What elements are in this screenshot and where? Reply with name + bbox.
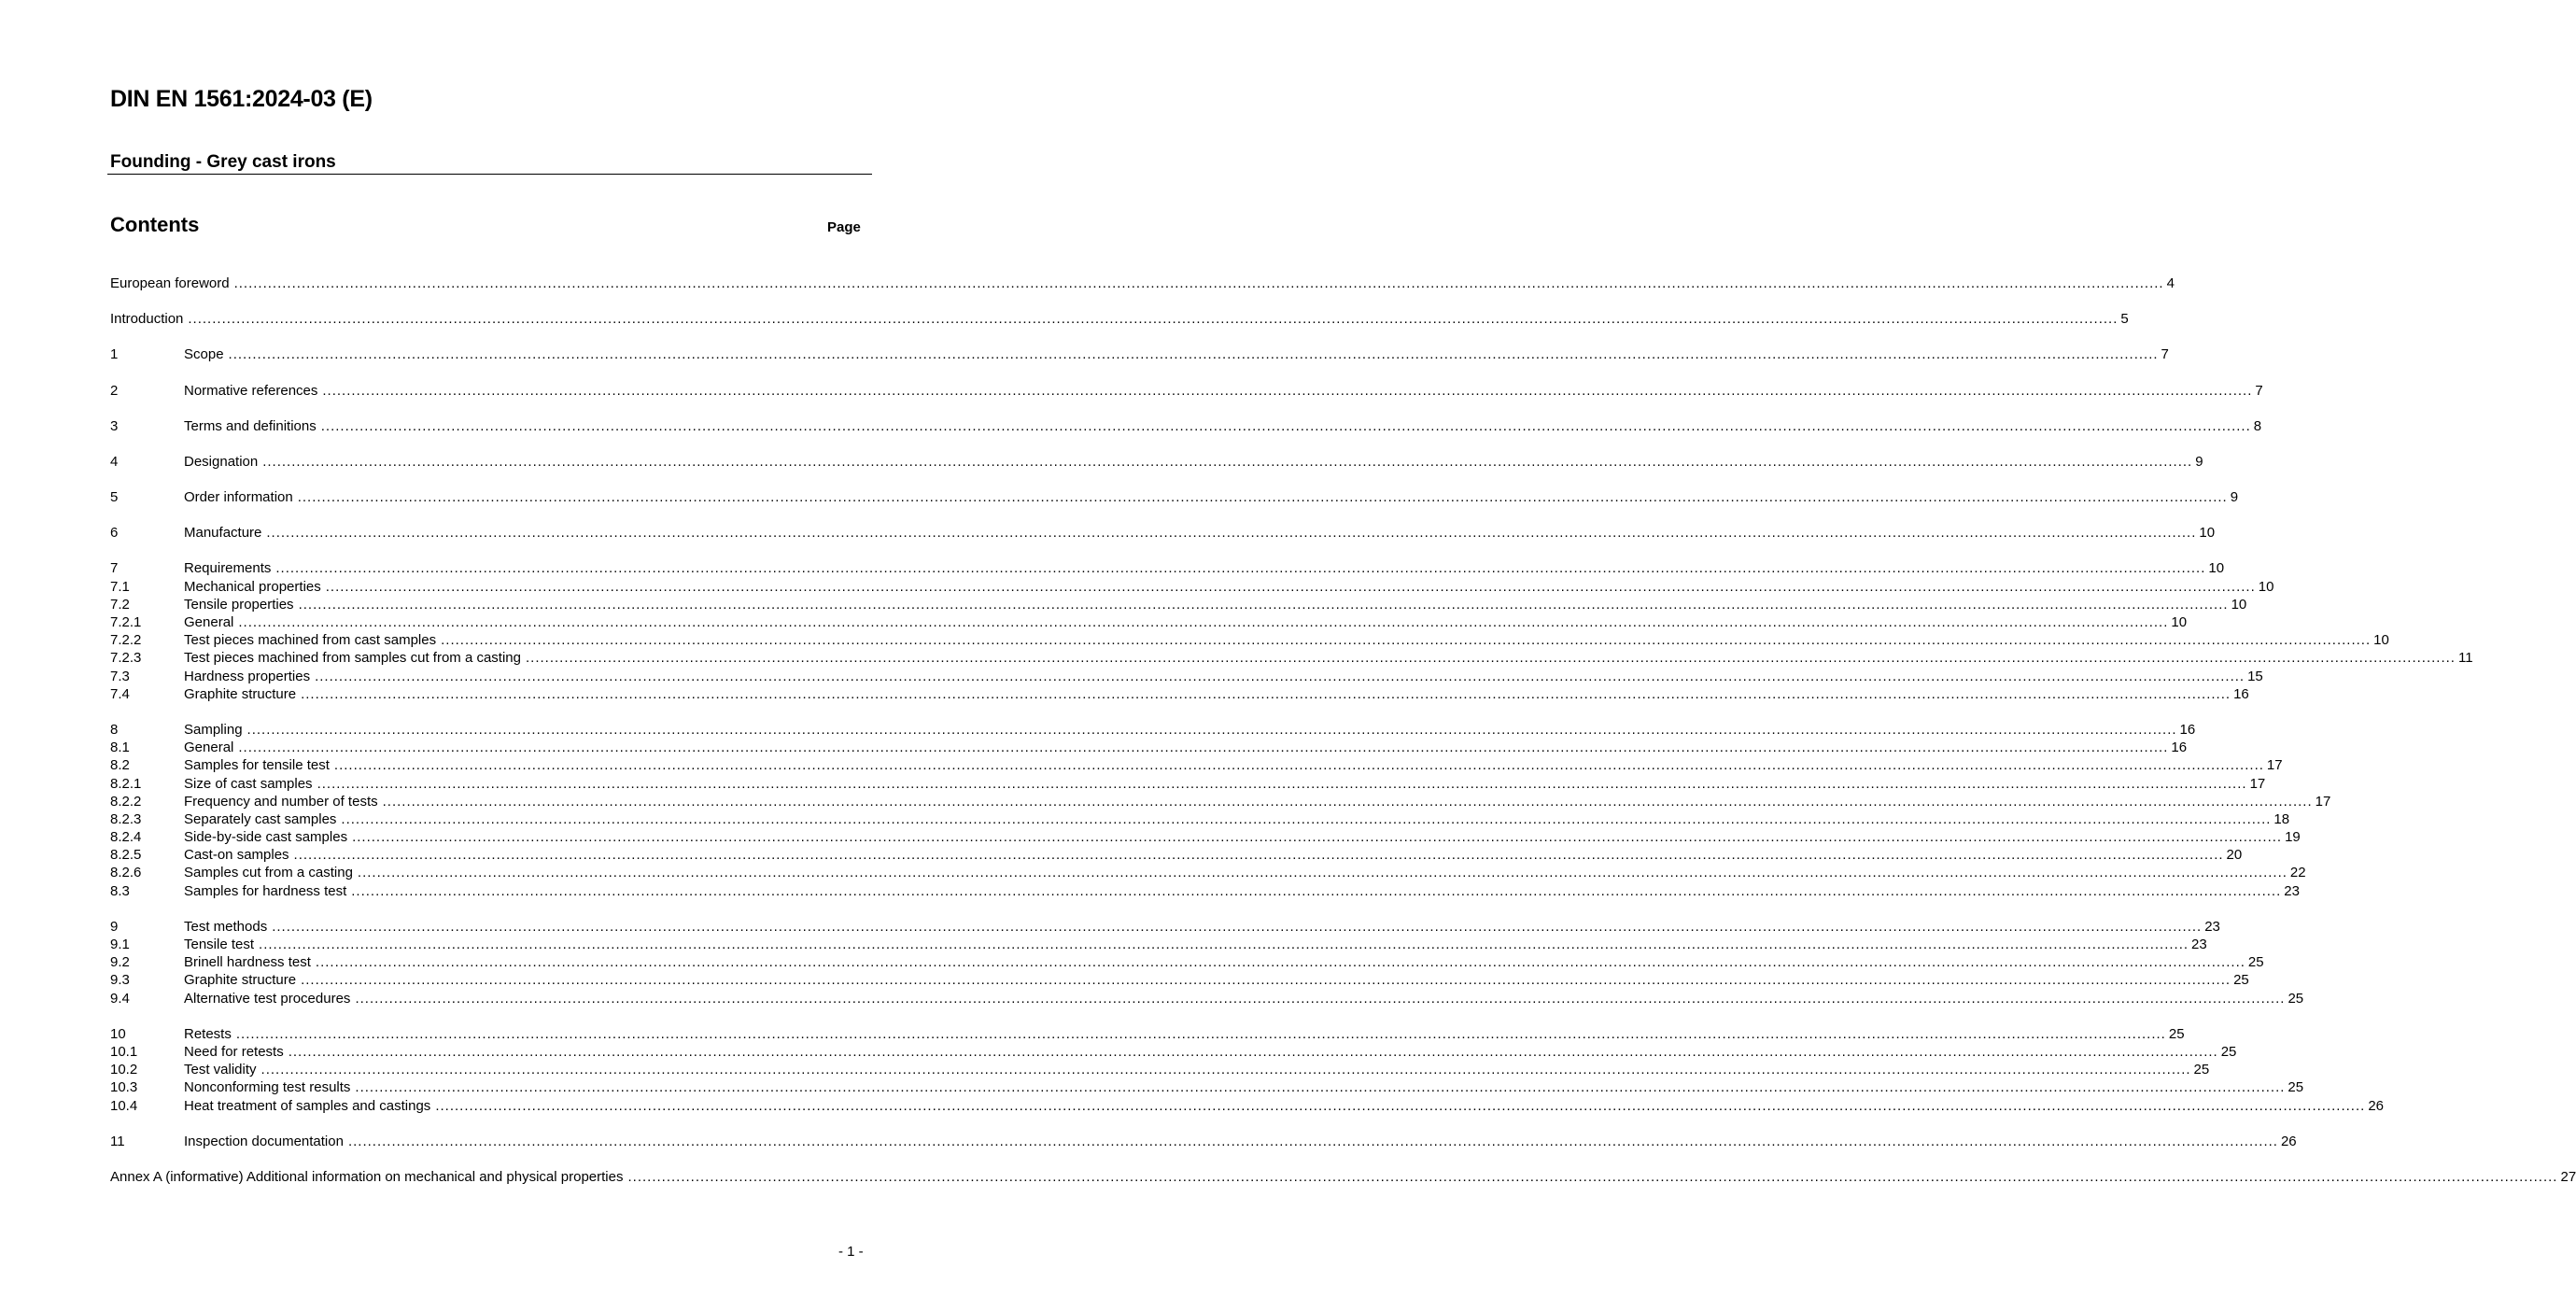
toc-entry-label: Samples cut from a casting	[184, 865, 353, 881]
toc-entry[interactable]	[110, 578, 2274, 596]
toc-leader-dots: ................................................................................................................................................................................................................................................................................................................................................................................................................	[333, 757, 2264, 774]
toc-entry-label: Annex A (informative) Additional information on mechanical and physical properties	[110, 1168, 624, 1185]
toc-entry-label: General	[184, 614, 234, 631]
toc-entry-label: Hardness properties	[184, 668, 311, 684]
toc-entry-number: 7.2.1	[110, 614, 142, 631]
toc-entry-label: Test pieces machined from samples cut from a casting	[184, 650, 521, 667]
page-column-heading: Page	[827, 219, 861, 235]
toc-leader-dots: ................................................................................................................................................................................................................................................................................................................................................................................................................	[352, 829, 2283, 846]
toc-entry-number: 8.2.4	[110, 829, 142, 846]
toc-leader-dots: ................................................................................................................................................................................................................................................................................................................................................................................................................	[322, 382, 2253, 399]
toc-leader-dots: ................................................................................................................................................................................................................................................................................................................................................................................................................	[188, 311, 2119, 328]
toc-entry[interactable]	[110, 1133, 2297, 1150]
toc-entry[interactable]	[110, 631, 2389, 649]
toc-entry-label: Test validity	[184, 1062, 257, 1078]
toc-entry-page: 23	[2191, 937, 2207, 953]
toc-entry[interactable]	[110, 846, 2243, 864]
toc-leader-dots: ................................................................................................................................................................................................................................................................................................................................................................................................................	[266, 525, 2197, 542]
toc-entry-number: 8.2.6	[110, 865, 142, 881]
toc-entry[interactable]	[110, 918, 2220, 936]
toc-leader-dots: ................................................................................................................................................................................................................................................................................................................................................................................................................	[259, 937, 2189, 953]
toc-entry-page: 25	[2193, 1062, 2210, 1078]
toc-entry-number: 8	[110, 721, 119, 738]
toc-entry[interactable]	[110, 721, 2196, 739]
toc-entry-label: Tensile properties	[184, 596, 294, 613]
toc-entry-page: 18	[2273, 810, 2290, 827]
toc-leader-dots: ................................................................................................................................................................................................................................................................................................................................................................................................................	[260, 1062, 2191, 1078]
toc-leader-dots: ................................................................................................................................................................................................................................................................................................................................................................................................................	[347, 1133, 2278, 1149]
toc-entry-label: Samples for tensile test	[184, 757, 330, 774]
toc-entry[interactable]	[110, 668, 2263, 685]
toc-entry[interactable]	[110, 865, 2306, 882]
toc-entry-label: Brinell hardness test	[184, 954, 311, 971]
toc-entry-number: 8.2.3	[110, 810, 142, 827]
toc-entry-number: 7.2.3	[110, 650, 142, 667]
toc-entry-page: 16	[2233, 685, 2249, 702]
toc-leader-dots: ................................................................................................................................................................................................................................................................................................................................................................................................................	[325, 578, 2256, 595]
toc-entry-number: 8.2.1	[110, 775, 142, 792]
toc-entry-label: Manufacture	[184, 525, 262, 542]
toc-leader-dots: ................................................................................................................................................................................................................................................................................................................................................................................................................	[317, 775, 2247, 792]
toc-entry-number: 9	[110, 918, 119, 935]
toc-entry-page: 15	[2247, 668, 2263, 684]
toc-entry-number: 8.3	[110, 882, 130, 899]
toc-entry-label: Test pieces machined from cast samples	[184, 632, 437, 649]
toc-leader-dots: ................................................................................................................................................................................................................................................................................................................................................................................................................	[315, 668, 2245, 684]
toc-leader-dots: ................................................................................................................................................................................................................................................................................................................................................................................................................	[382, 793, 2313, 810]
toc-entry[interactable]	[110, 560, 2225, 578]
toc-entry[interactable]	[110, 649, 2473, 667]
toc-entry-page: 19	[2285, 829, 2301, 846]
toc-entry-page: 10	[2199, 525, 2216, 542]
toc-entry-page: 22	[2289, 865, 2306, 881]
toc-entry[interactable]	[110, 1061, 2210, 1078]
toc-entry-label: Graphite structure	[184, 972, 297, 989]
toc-entry-label: Test methods	[184, 918, 268, 935]
toc-entry[interactable]	[110, 345, 2169, 363]
toc-leader-dots: ................................................................................................................................................................................................................................................................................................................................................................................................................	[357, 865, 2287, 881]
toc-entry[interactable]	[110, 828, 2301, 846]
toc-entry-label: Alternative test procedures	[184, 990, 351, 1007]
toc-entry-number: 7.1	[110, 578, 130, 595]
toc-leader-dots: ................................................................................................................................................................................................................................................................................................................................................................................................................	[233, 275, 2164, 291]
toc-entry-number: 10.4	[110, 1097, 138, 1114]
toc-leader-dots: ................................................................................................................................................................................................................................................................................................................................................................................................................	[315, 954, 2245, 971]
toc-entry[interactable]	[110, 793, 2331, 810]
toc-entry-number: 6	[110, 525, 119, 542]
toc-entry-label: Retests	[184, 1025, 232, 1042]
toc-leader-dots: ................................................................................................................................................................................................................................................................................................................................................................................................................	[246, 721, 2177, 738]
toc-entry-number: 4	[110, 453, 119, 470]
toc-entry-number: 10.3	[110, 1079, 138, 1096]
toc-entry-number: 5	[110, 489, 119, 506]
toc-entry-page: 10	[2258, 578, 2274, 595]
toc-entry[interactable]	[110, 953, 2264, 971]
toc-entry-page: 17	[2315, 793, 2331, 810]
toc-leader-dots: ................................................................................................................................................................................................................................................................................................................................................................................................................	[441, 632, 2372, 649]
toc-entry[interactable]	[110, 382, 2263, 400]
toc-entry-page: 10	[2231, 596, 2247, 613]
toc-entry-label: Sampling	[184, 721, 243, 738]
toc-entry[interactable]	[110, 1168, 2576, 1186]
toc-entry-number: 9.2	[110, 954, 130, 971]
toc-entry-page: 4	[2166, 275, 2175, 291]
toc-leader-dots: ................................................................................................................................................................................................................................................................................................................................................................................................................	[228, 346, 2159, 363]
toc-leader-dots: ................................................................................................................................................................................................................................................................................................................................................................................................................	[293, 847, 2224, 864]
toc-entry-number: 10.1	[110, 1043, 138, 1060]
toc-entry-number: 8.2	[110, 757, 130, 774]
toc-entry-page: 9	[2230, 489, 2239, 506]
toc-entry-number: 7.2.2	[110, 632, 142, 649]
toc-leader-dots: ................................................................................................................................................................................................................................................................................................................................................................................................................	[355, 990, 2286, 1007]
page-number: - 1 -	[838, 1244, 864, 1260]
toc-entry-number: 7.2	[110, 596, 130, 613]
toc-entry[interactable]	[110, 936, 2207, 953]
toc-leader-dots: ................................................................................................................................................................................................................................................................................................................................................................................................................	[288, 1043, 2218, 1060]
toc-entry-label: Side-by-side cast samples	[184, 829, 348, 846]
toc-entry-number: 7	[110, 560, 119, 577]
toc-entry-page: 10	[2208, 560, 2225, 577]
toc-entry-page: 25	[2168, 1025, 2185, 1042]
toc-entry-page: 26	[2280, 1133, 2297, 1149]
toc-entry-label: Order information	[184, 489, 293, 506]
toc-entry[interactable]	[110, 1025, 2185, 1043]
document-title: DIN EN 1561:2024-03 (E)	[110, 86, 373, 112]
toc-entry-page: 16	[2179, 721, 2196, 738]
document-subtitle: Founding - Grey cast irons	[110, 152, 336, 172]
toc-entry[interactable]	[110, 810, 2290, 828]
toc-entry-page: 10	[2171, 614, 2188, 631]
toc-entry-label: Tensile test	[184, 937, 255, 953]
toc-leader-dots: ................................................................................................................................................................................................................................................................................................................................................................................................................	[275, 560, 2206, 577]
toc-entry[interactable]	[110, 1043, 2237, 1061]
toc-leader-dots: ................................................................................................................................................................................................................................................................................................................................................................................................................	[351, 882, 2282, 899]
toc-entry-page: 23	[2284, 882, 2300, 899]
toc-entry-page: 23	[2204, 918, 2220, 935]
toc-entry-number: 8.2.2	[110, 793, 142, 810]
toc-entry-label: Inspection documentation	[184, 1133, 344, 1149]
toc-entry-label: Heat treatment of samples and castings	[184, 1097, 431, 1114]
toc-entry-label: Separately cast samples	[184, 810, 337, 827]
toc-entry-number: 2	[110, 382, 119, 399]
title-rule	[107, 174, 872, 175]
toc-entry-label: Introduction	[110, 311, 184, 328]
toc-entry-label: Designation	[184, 453, 259, 470]
toc-entry-label: Samples for hardness test	[184, 882, 347, 899]
toc-entry[interactable]	[110, 310, 2129, 328]
toc-leader-dots: ................................................................................................................................................................................................................................................................................................................................................................................................................	[627, 1168, 2558, 1185]
toc-entry[interactable]	[110, 453, 2203, 471]
toc-entry-page: 20	[2226, 847, 2243, 864]
toc-entry-label: Requirements	[184, 560, 272, 577]
toc-entry[interactable]	[110, 739, 2188, 756]
contents-heading: Contents	[110, 213, 200, 236]
toc-entry[interactable]	[110, 596, 2247, 613]
toc-entry-label: Size of cast samples	[184, 775, 313, 792]
toc-entry-page: 17	[2249, 775, 2266, 792]
toc-entry-label: Scope	[184, 346, 224, 363]
toc-entry-label: Graphite structure	[184, 685, 297, 702]
toc-entry[interactable]	[110, 1078, 2304, 1096]
toc-entry[interactable]	[110, 1097, 2384, 1115]
toc-entry-number: 11	[110, 1133, 125, 1149]
toc-entry-number: 10.2	[110, 1062, 138, 1078]
toc-leader-dots: ................................................................................................................................................................................................................................................................................................................................................................................................................	[235, 1025, 2166, 1042]
toc-entry-label: European foreword	[110, 275, 230, 291]
toc-leader-dots: ................................................................................................................................................................................................................................................................................................................................................................................................................	[435, 1097, 2366, 1114]
toc-entry[interactable]	[110, 685, 2249, 703]
toc-entry-page: 11	[2457, 650, 2473, 667]
toc-leader-dots: ................................................................................................................................................................................................................................................................................................................................................................................................................	[301, 685, 2231, 702]
toc-leader-dots: ................................................................................................................................................................................................................................................................................................................................................................................................................	[525, 650, 2456, 667]
toc-entry[interactable]	[110, 275, 2175, 292]
toc-entry-page: 25	[2233, 972, 2249, 989]
toc-entry-page: 10	[2373, 632, 2389, 649]
toc-entry-label: Normative references	[184, 382, 318, 399]
toc-leader-dots: ................................................................................................................................................................................................................................................................................................................................................................................................................	[355, 1079, 2286, 1096]
toc-leader-dots: ................................................................................................................................................................................................................................................................................................................................................................................................................	[272, 918, 2203, 935]
toc-entry-page: 27	[2560, 1168, 2576, 1185]
toc-entry-page: 25	[2287, 1079, 2304, 1096]
toc-entry[interactable]	[110, 882, 2300, 900]
toc-entry-number: 10	[110, 1025, 126, 1042]
toc-entry-number: 1	[110, 346, 119, 363]
toc-entry-page: 7	[2255, 382, 2263, 399]
toc-leader-dots: ................................................................................................................................................................................................................................................................................................................................................................................................................	[238, 740, 2169, 756]
toc-leader-dots: ................................................................................................................................................................................................................................................................................................................................................................................................................	[262, 453, 2193, 470]
toc-entry-page: 9	[2195, 453, 2203, 470]
toc-entry-label: Mechanical properties	[184, 578, 321, 595]
toc-entry-number: 7.3	[110, 668, 130, 684]
toc-entry-number: 9.1	[110, 937, 130, 953]
toc-entry-label: Nonconforming test results	[184, 1079, 351, 1096]
toc-entry-label: Frequency and number of tests	[184, 793, 378, 810]
toc-entry[interactable]	[110, 775, 2266, 793]
toc-entry-number: 8.1	[110, 740, 130, 756]
toc-entry-number: 9.4	[110, 990, 130, 1007]
toc-entry-page: 25	[2287, 990, 2304, 1007]
toc-leader-dots: ................................................................................................................................................................................................................................................................................................................................................................................................................	[238, 614, 2169, 631]
toc-entry[interactable]	[110, 488, 2239, 506]
toc-entry-number: 8.2.5	[110, 847, 142, 864]
toc-entry[interactable]	[110, 990, 2304, 1007]
toc-entry-number: 9.3	[110, 972, 130, 989]
toc-leader-dots: ................................................................................................................................................................................................................................................................................................................................................................................................................	[301, 972, 2231, 989]
table-of-contents	[110, 275, 2576, 1186]
toc-entry-number: 3	[110, 417, 119, 434]
toc-entry-label: Need for retests	[184, 1043, 284, 1060]
toc-entry-page: 16	[2171, 740, 2188, 756]
toc-leader-dots: ................................................................................................................................................................................................................................................................................................................................................................................................................	[320, 417, 2251, 434]
toc-leader-dots: ................................................................................................................................................................................................................................................................................................................................................................................................................	[298, 596, 2229, 613]
toc-entry-number: 7.4	[110, 685, 130, 702]
toc-entry[interactable]	[110, 524, 2216, 542]
toc-entry-page: 17	[2266, 757, 2283, 774]
toc-entry[interactable]	[110, 971, 2249, 989]
toc-leader-dots: ................................................................................................................................................................................................................................................................................................................................................................................................................	[297, 489, 2228, 506]
toc-entry-page: 7	[2161, 346, 2169, 363]
toc-entry-page: 25	[2247, 954, 2264, 971]
toc-entry-page: 26	[2368, 1097, 2384, 1114]
toc-entry-label: General	[184, 740, 234, 756]
toc-entry[interactable]	[110, 756, 2283, 774]
toc-entry-page: 5	[2120, 311, 2129, 328]
toc-entry-page: 25	[2220, 1043, 2237, 1060]
toc-entry[interactable]	[110, 417, 2262, 435]
toc-entry-page: 8	[2253, 417, 2262, 434]
toc-entry-label: Terms and definitions	[184, 417, 317, 434]
toc-entry-label: Cast-on samples	[184, 847, 289, 864]
toc-leader-dots: ................................................................................................................................................................................................................................................................................................................................................................................................................	[341, 810, 2272, 827]
toc-entry[interactable]	[110, 613, 2188, 631]
